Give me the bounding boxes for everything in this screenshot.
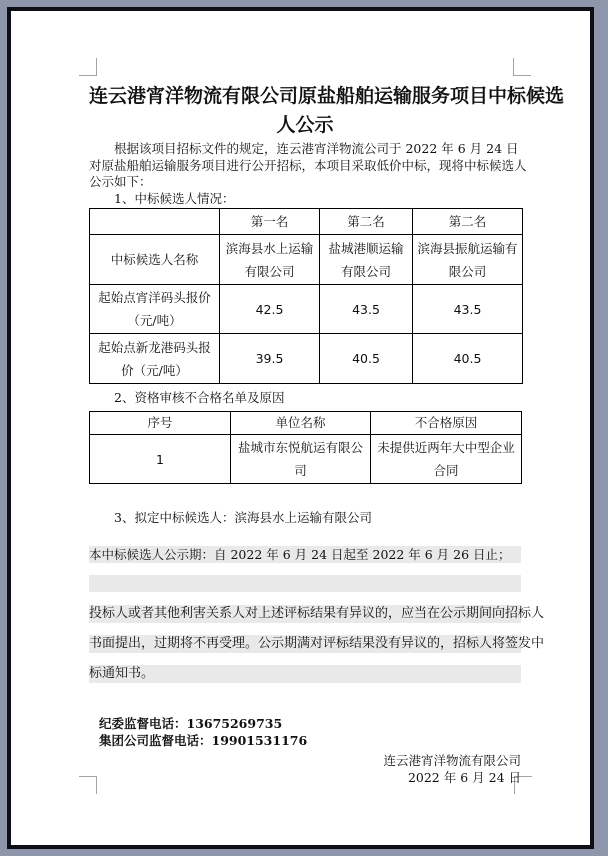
header-cell-third-place: 第二名 xyxy=(413,209,523,235)
header-cell-seq: 序号 xyxy=(90,412,231,435)
reason-value: 未提供近两年大中型企业合同 xyxy=(371,435,522,484)
candidate-1-name: 滨海县水上运输有限公司 xyxy=(220,235,320,285)
objection-paragraph xyxy=(89,605,545,683)
header-cell-company: 单位名称 xyxy=(231,412,371,435)
title-line-2: 人公示 xyxy=(276,114,334,136)
header-cell-empty xyxy=(90,209,220,235)
section-1-heading: 1、中标候选人情况： xyxy=(114,190,235,206)
header-cell-first-place: 第一名 xyxy=(220,209,320,235)
price-value: 40.5 xyxy=(413,334,523,384)
objection-line: 书面提出，过期将不再受理。公示期满对评标结果没有异议的，招标人将签发中 xyxy=(89,636,545,651)
row-label-candidate-name: 中标候选人名称 xyxy=(90,235,220,285)
signature-block xyxy=(89,753,521,786)
price-value: 39.5 xyxy=(220,334,320,384)
empty-highlight-line xyxy=(89,575,521,592)
row-label-xiaoyang-price: 起始点宵洋码头报价（元/吨） xyxy=(90,285,220,334)
intro-paragraph xyxy=(89,141,527,207)
price-value: 43.5 xyxy=(320,285,413,334)
company-value: 盐城市东悦航运有限公司 xyxy=(231,435,371,484)
page-title xyxy=(89,82,565,140)
discipline-phone-line: 纪委监督电话：13675269735 xyxy=(99,716,283,731)
disqualified-table xyxy=(89,411,522,484)
candidates-table-header-row xyxy=(90,209,523,235)
header-cell-reason: 不合格原因 xyxy=(371,412,522,435)
table-row xyxy=(90,235,523,285)
intro-line: 根据该项目招标文件的规定，连云港宵洋物流公司于 2022 年 6 月 24 日 xyxy=(114,141,519,156)
candidates-table xyxy=(89,208,523,384)
price-value: 42.5 xyxy=(220,285,320,334)
supervision-phones xyxy=(89,715,521,749)
price-value: 43.5 xyxy=(413,285,523,334)
candidate-3-name: 滨海县振航运输有限公司 xyxy=(413,235,523,285)
document-page xyxy=(7,7,594,849)
row-label-xinlonggang-price: 起始点新龙港码头报价（元/吨） xyxy=(90,334,220,384)
seq-value: 1 xyxy=(90,435,231,484)
signature-date: 2022 年 6 月 24 日 xyxy=(407,769,521,785)
candidate-2-name: 盐城港顺运输有限公司 xyxy=(320,235,413,285)
table-row xyxy=(90,334,523,384)
document-content xyxy=(89,11,565,786)
signature-company: 连云港宵洋物流有限公司 xyxy=(383,753,521,768)
group-phone-line: 集团公司监督电话：19901531176 xyxy=(99,733,308,748)
publicity-period-highlight: 本中标候选人公示期：自 2022 年 6 月 24 日起至 2022 年 6 月 26 日止； xyxy=(89,546,521,563)
section-2-heading: 2、资格审核不合格名单及原因 xyxy=(114,390,285,405)
objection-line: 投标人或者其他利害关系人对上述评标结果有异议的，应当在公示期间向招标人 xyxy=(89,606,545,621)
title-line-1: 连云港宵洋物流有限公司原盐船舶运输服务项目中标候选 xyxy=(89,85,565,107)
table-row xyxy=(90,435,522,484)
intro-line: 公示如下： xyxy=(89,174,152,189)
objection-line: 标通知书。 xyxy=(89,665,521,683)
header-cell-second-place: 第二名 xyxy=(320,209,413,235)
disqualified-table-header-row xyxy=(90,412,522,435)
price-value: 40.5 xyxy=(320,334,413,384)
intro-line: 对原盐船舶运输服务项目进行公开招标，本项目采取低价中标，现将中标候选人 xyxy=(89,157,527,173)
section-3-heading: 3、拟定中标候选人：滨海县水上运输有限公司 xyxy=(114,510,372,525)
table-row xyxy=(90,285,523,334)
